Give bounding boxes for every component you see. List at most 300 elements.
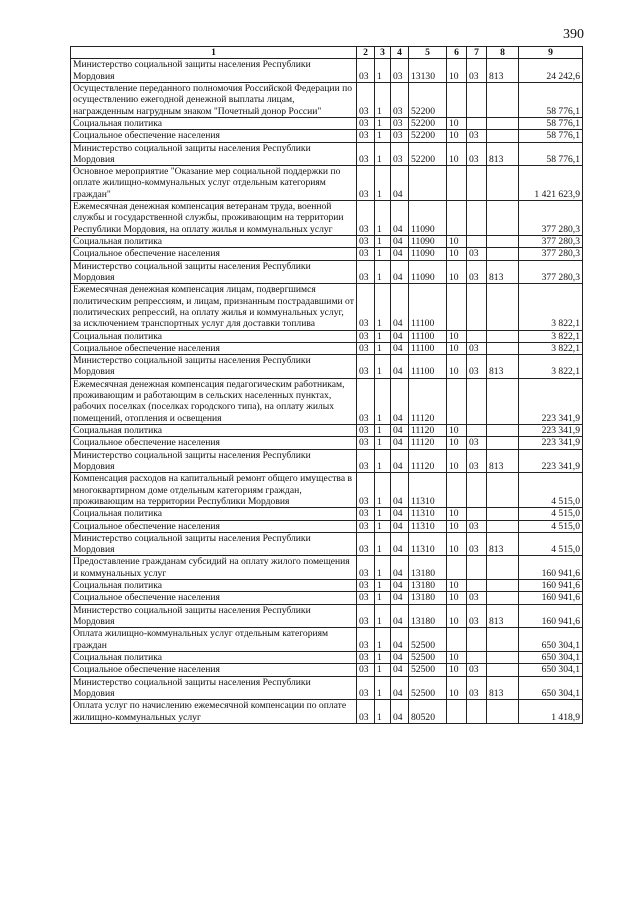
table-row xyxy=(71,473,583,508)
cell-code-6: 10 xyxy=(447,437,467,449)
cell-code-6: 10 xyxy=(447,580,467,592)
table-row xyxy=(71,330,583,342)
cell-description: Социальное обеспечение населения xyxy=(71,592,357,604)
cell-code-8: 813 xyxy=(487,604,519,628)
cell-code-7: 03 xyxy=(467,437,487,449)
cell-code-5: 52200 xyxy=(409,117,447,129)
cell-description: Оплата жилищно-коммунальных услуг отдельным категориям граждан xyxy=(71,628,357,652)
cell-code-2: 03 xyxy=(357,425,375,437)
cell-code-2: 03 xyxy=(357,117,375,129)
cell-amount: 160 941,6 xyxy=(519,604,583,628)
cell-amount: 3 822,1 xyxy=(519,342,583,354)
cell-code-8 xyxy=(487,592,519,604)
cell-amount: 377 280,3 xyxy=(519,260,583,284)
column-header: 5 xyxy=(409,47,447,59)
cell-code-3: 1 xyxy=(375,130,391,142)
cell-code-2: 03 xyxy=(357,628,375,652)
cell-code-2: 03 xyxy=(357,330,375,342)
cell-code-7 xyxy=(467,628,487,652)
cell-code-3: 1 xyxy=(375,604,391,628)
cell-code-4: 04 xyxy=(391,236,409,248)
cell-code-7: 03 xyxy=(467,59,487,83)
cell-code-5: 11120 xyxy=(409,425,447,437)
cell-code-3: 1 xyxy=(375,700,391,724)
cell-code-4: 04 xyxy=(391,676,409,700)
cell-description: Социальная политика xyxy=(71,425,357,437)
cell-code-5: 11310 xyxy=(409,532,447,556)
cell-code-2: 03 xyxy=(357,449,375,473)
cell-code-4: 04 xyxy=(391,628,409,652)
cell-code-4: 04 xyxy=(391,473,409,508)
cell-description: Компенсация расходов на капитальный ремонт общего имущества в многоквартирном доме отдельным категориям граждан, проживающим на территории Республики Мордовия xyxy=(71,473,357,508)
cell-code-7 xyxy=(467,201,487,236)
cell-code-6: 10 xyxy=(447,260,467,284)
cell-code-8: 813 xyxy=(487,532,519,556)
cell-code-8: 813 xyxy=(487,59,519,83)
cell-code-4: 04 xyxy=(391,508,409,520)
cell-code-8 xyxy=(487,520,519,532)
table-row xyxy=(71,628,583,652)
cell-code-4: 04 xyxy=(391,664,409,676)
cell-description: Социальное обеспечение населения xyxy=(71,342,357,354)
table-row xyxy=(71,520,583,532)
cell-code-4: 03 xyxy=(391,82,409,117)
cell-code-6: 10 xyxy=(447,342,467,354)
cell-code-8: 813 xyxy=(487,142,519,166)
cell-code-7: 03 xyxy=(467,130,487,142)
table-row xyxy=(71,592,583,604)
cell-code-8 xyxy=(487,82,519,117)
cell-code-7 xyxy=(467,508,487,520)
cell-code-8 xyxy=(487,236,519,248)
cell-code-3: 1 xyxy=(375,284,391,330)
cell-code-5 xyxy=(409,166,447,201)
cell-code-2: 03 xyxy=(357,508,375,520)
cell-code-4: 04 xyxy=(391,532,409,556)
table-row xyxy=(71,236,583,248)
table-row xyxy=(71,117,583,129)
cell-code-8 xyxy=(487,473,519,508)
table-row xyxy=(71,59,583,83)
cell-code-4: 04 xyxy=(391,166,409,201)
cell-code-7 xyxy=(467,651,487,663)
cell-code-4: 04 xyxy=(391,604,409,628)
table-row xyxy=(71,166,583,201)
cell-code-6: 10 xyxy=(447,508,467,520)
cell-code-7 xyxy=(467,117,487,129)
cell-code-2: 03 xyxy=(357,664,375,676)
column-header: 7 xyxy=(467,47,487,59)
cell-code-3: 1 xyxy=(375,260,391,284)
cell-description: Социальное обеспечение населения xyxy=(71,520,357,532)
cell-code-6 xyxy=(447,628,467,652)
cell-description: Социальная политика xyxy=(71,580,357,592)
cell-code-3: 1 xyxy=(375,580,391,592)
budget-table xyxy=(70,46,583,724)
cell-code-8 xyxy=(487,117,519,129)
cell-code-4: 04 xyxy=(391,330,409,342)
column-header: 6 xyxy=(447,47,467,59)
cell-code-5: 11090 xyxy=(409,201,447,236)
cell-code-3: 1 xyxy=(375,520,391,532)
column-header: 4 xyxy=(391,47,409,59)
cell-code-2: 03 xyxy=(357,532,375,556)
cell-code-7 xyxy=(467,82,487,117)
cell-code-8 xyxy=(487,556,519,580)
page-number: 390 xyxy=(563,27,584,42)
cell-code-8 xyxy=(487,700,519,724)
table-row xyxy=(71,556,583,580)
cell-code-6: 10 xyxy=(447,592,467,604)
cell-amount: 223 341,9 xyxy=(519,449,583,473)
cell-code-2: 03 xyxy=(357,556,375,580)
cell-code-5: 11090 xyxy=(409,260,447,284)
cell-code-7 xyxy=(467,330,487,342)
cell-code-6: 10 xyxy=(447,248,467,260)
cell-code-3: 1 xyxy=(375,676,391,700)
cell-code-3: 1 xyxy=(375,117,391,129)
cell-code-2: 03 xyxy=(357,604,375,628)
cell-code-4: 03 xyxy=(391,59,409,83)
cell-code-4: 04 xyxy=(391,248,409,260)
cell-code-5: 52500 xyxy=(409,664,447,676)
cell-code-7: 03 xyxy=(467,676,487,700)
cell-code-4: 03 xyxy=(391,130,409,142)
cell-description: Министерство социальной защиты населения Республики Мордовия xyxy=(71,676,357,700)
cell-description: Социальная политика xyxy=(71,651,357,663)
cell-code-4: 04 xyxy=(391,425,409,437)
cell-code-8 xyxy=(487,628,519,652)
table-row xyxy=(71,700,583,724)
cell-amount: 377 280,3 xyxy=(519,248,583,260)
cell-amount: 58 776,1 xyxy=(519,82,583,117)
table-row xyxy=(71,508,583,520)
column-header: 9 xyxy=(519,47,583,59)
cell-code-6: 10 xyxy=(447,142,467,166)
cell-description: Социальная политика xyxy=(71,236,357,248)
cell-code-4: 04 xyxy=(391,355,409,379)
cell-amount: 4 515,0 xyxy=(519,532,583,556)
cell-code-8 xyxy=(487,166,519,201)
cell-code-8 xyxy=(487,437,519,449)
cell-amount: 58 776,1 xyxy=(519,142,583,166)
cell-code-8 xyxy=(487,508,519,520)
cell-code-5: 11100 xyxy=(409,342,447,354)
cell-code-7 xyxy=(467,378,487,424)
cell-code-5: 11090 xyxy=(409,236,447,248)
cell-code-7: 03 xyxy=(467,342,487,354)
cell-code-2: 03 xyxy=(357,142,375,166)
cell-code-2: 03 xyxy=(357,248,375,260)
cell-code-6: 10 xyxy=(447,664,467,676)
cell-amount: 3 822,1 xyxy=(519,355,583,379)
cell-code-4: 04 xyxy=(391,437,409,449)
cell-amount: 223 341,9 xyxy=(519,378,583,424)
table-row xyxy=(71,130,583,142)
cell-code-7 xyxy=(467,284,487,330)
column-header: 8 xyxy=(487,47,519,59)
cell-code-6: 10 xyxy=(447,676,467,700)
cell-code-7 xyxy=(467,425,487,437)
cell-code-2: 03 xyxy=(357,651,375,663)
cell-code-5: 11090 xyxy=(409,248,447,260)
cell-description: Предоставление гражданам субсидий на оплату жилого помещения и коммунальных услуг xyxy=(71,556,357,580)
cell-code-2: 03 xyxy=(357,82,375,117)
cell-code-7: 03 xyxy=(467,248,487,260)
cell-code-7: 03 xyxy=(467,142,487,166)
cell-code-3: 1 xyxy=(375,378,391,424)
table-row xyxy=(71,260,583,284)
cell-amount: 377 280,3 xyxy=(519,201,583,236)
cell-code-3: 1 xyxy=(375,355,391,379)
cell-code-5: 52500 xyxy=(409,651,447,663)
cell-code-2: 03 xyxy=(357,520,375,532)
cell-code-3: 1 xyxy=(375,473,391,508)
cell-code-4: 04 xyxy=(391,378,409,424)
cell-code-5: 11310 xyxy=(409,508,447,520)
cell-code-4: 04 xyxy=(391,592,409,604)
cell-code-6: 10 xyxy=(447,532,467,556)
cell-code-3: 1 xyxy=(375,201,391,236)
table-row xyxy=(71,437,583,449)
cell-code-4: 03 xyxy=(391,142,409,166)
cell-code-2: 03 xyxy=(357,676,375,700)
cell-code-3: 1 xyxy=(375,59,391,83)
cell-code-2: 03 xyxy=(357,130,375,142)
cell-code-4: 04 xyxy=(391,284,409,330)
table-row xyxy=(71,142,583,166)
cell-code-3: 1 xyxy=(375,532,391,556)
cell-description: Министерство социальной защиты населения Республики Мордовия xyxy=(71,142,357,166)
table-row xyxy=(71,676,583,700)
cell-code-5: 52500 xyxy=(409,676,447,700)
cell-description: Основное мероприятие "Оказание мер социальной поддержки по оплате жилищно-коммунальных услуг отдельным категориям граждан" xyxy=(71,166,357,201)
cell-code-5: 11100 xyxy=(409,330,447,342)
cell-code-2: 03 xyxy=(357,166,375,201)
table-row xyxy=(71,604,583,628)
cell-code-8 xyxy=(487,378,519,424)
cell-description: Осуществление переданного полномочия Российской Федерации по осуществлению ежегодной денежной выплаты лицам, награжденным нагрудным знаком "Почетный донор России" xyxy=(71,82,357,117)
cell-amount: 650 304,1 xyxy=(519,676,583,700)
table-row xyxy=(71,82,583,117)
cell-amount: 3 822,1 xyxy=(519,330,583,342)
cell-code-5: 13180 xyxy=(409,592,447,604)
cell-code-5: 80520 xyxy=(409,700,447,724)
cell-description: Социальное обеспечение населения xyxy=(71,248,357,260)
cell-code-8 xyxy=(487,130,519,142)
table-row xyxy=(71,651,583,663)
cell-code-6: 10 xyxy=(447,130,467,142)
table-header-row xyxy=(71,47,583,59)
cell-code-3: 1 xyxy=(375,628,391,652)
cell-code-3: 1 xyxy=(375,449,391,473)
cell-code-8 xyxy=(487,330,519,342)
cell-code-6: 10 xyxy=(447,425,467,437)
cell-code-2: 03 xyxy=(357,592,375,604)
cell-code-8 xyxy=(487,664,519,676)
cell-code-6: 10 xyxy=(447,651,467,663)
cell-code-6: 10 xyxy=(447,520,467,532)
cell-code-4: 04 xyxy=(391,342,409,354)
cell-code-6: 10 xyxy=(447,330,467,342)
cell-code-5: 11100 xyxy=(409,284,447,330)
cell-amount: 650 304,1 xyxy=(519,664,583,676)
cell-description: Социальное обеспечение населения xyxy=(71,664,357,676)
cell-amount: 223 341,9 xyxy=(519,425,583,437)
cell-code-6: 10 xyxy=(447,449,467,473)
cell-code-6 xyxy=(447,700,467,724)
cell-code-3: 1 xyxy=(375,651,391,663)
cell-code-6: 10 xyxy=(447,59,467,83)
table-row xyxy=(71,342,583,354)
cell-amount: 58 776,1 xyxy=(519,117,583,129)
cell-code-3: 1 xyxy=(375,330,391,342)
cell-code-3: 1 xyxy=(375,82,391,117)
cell-code-5: 13180 xyxy=(409,580,447,592)
cell-code-8 xyxy=(487,284,519,330)
cell-description: Социальная политика xyxy=(71,508,357,520)
cell-code-3: 1 xyxy=(375,556,391,580)
cell-code-7: 03 xyxy=(467,604,487,628)
cell-code-7: 03 xyxy=(467,449,487,473)
cell-code-3: 1 xyxy=(375,342,391,354)
cell-code-8 xyxy=(487,580,519,592)
cell-code-2: 03 xyxy=(357,260,375,284)
cell-code-3: 1 xyxy=(375,142,391,166)
cell-description: Ежемесячная денежная компенсация педагогическим работникам, проживающим и работающим в сельских населенных пунктах, рабочих поселках (поселках городского типа), на оплату жилых помещений, отопления и освещения xyxy=(71,378,357,424)
table-row xyxy=(71,378,583,424)
cell-description: Оплата услуг по начислению ежемесячной компенсации по оплате жилищно-коммунальных услуг xyxy=(71,700,357,724)
cell-amount: 160 941,6 xyxy=(519,592,583,604)
cell-code-5: 11310 xyxy=(409,520,447,532)
table-row xyxy=(71,355,583,379)
cell-code-5: 11120 xyxy=(409,437,447,449)
table-row xyxy=(71,284,583,330)
column-header: 2 xyxy=(357,47,375,59)
cell-code-5: 52200 xyxy=(409,142,447,166)
table-body xyxy=(71,59,583,724)
cell-code-4: 04 xyxy=(391,449,409,473)
cell-code-4: 04 xyxy=(391,700,409,724)
cell-description: Министерство социальной защиты населения Республики Мордовия xyxy=(71,355,357,379)
table-row xyxy=(71,580,583,592)
table-row xyxy=(71,201,583,236)
cell-code-4: 04 xyxy=(391,556,409,580)
cell-amount: 377 280,3 xyxy=(519,236,583,248)
cell-code-7: 03 xyxy=(467,532,487,556)
cell-description: Ежемесячная денежная компенсация лицам, подвергшимся политическим репрессиям, и лицам, признанным пострадавшими от политических репрессий, на оплату жилья и коммунальных услуг, за исключением транспортных услуг для доставки топлива xyxy=(71,284,357,330)
cell-code-6 xyxy=(447,284,467,330)
cell-code-6: 10 xyxy=(447,117,467,129)
cell-code-8: 813 xyxy=(487,449,519,473)
column-header: 1 xyxy=(71,47,357,59)
cell-amount: 650 304,1 xyxy=(519,651,583,663)
cell-code-3: 1 xyxy=(375,236,391,248)
cell-amount: 160 941,6 xyxy=(519,580,583,592)
cell-code-6 xyxy=(447,201,467,236)
cell-code-2: 03 xyxy=(357,378,375,424)
table-row xyxy=(71,664,583,676)
cell-code-7 xyxy=(467,236,487,248)
cell-code-7: 03 xyxy=(467,664,487,676)
cell-code-7: 03 xyxy=(467,355,487,379)
table-row xyxy=(71,248,583,260)
cell-description: Министерство социальной защиты населения Республики Мордовия xyxy=(71,604,357,628)
cell-code-5: 52500 xyxy=(409,628,447,652)
cell-description: Социальное обеспечение населения xyxy=(71,130,357,142)
cell-amount: 3 822,1 xyxy=(519,284,583,330)
cell-code-5: 11120 xyxy=(409,449,447,473)
cell-code-5: 13130 xyxy=(409,59,447,83)
table-row xyxy=(71,532,583,556)
cell-amount: 1 421 623,9 xyxy=(519,166,583,201)
cell-amount: 1 418,9 xyxy=(519,700,583,724)
cell-description: Социальная политика xyxy=(71,117,357,129)
column-header: 3 xyxy=(375,47,391,59)
cell-code-7 xyxy=(467,580,487,592)
cell-code-8: 813 xyxy=(487,355,519,379)
cell-description: Социальная политика xyxy=(71,330,357,342)
cell-code-3: 1 xyxy=(375,508,391,520)
cell-code-7 xyxy=(467,556,487,580)
cell-code-4: 04 xyxy=(391,520,409,532)
cell-code-4: 04 xyxy=(391,580,409,592)
cell-code-4: 03 xyxy=(391,117,409,129)
cell-amount: 58 776,1 xyxy=(519,130,583,142)
cell-code-7 xyxy=(467,700,487,724)
cell-code-8 xyxy=(487,201,519,236)
cell-code-6: 10 xyxy=(447,236,467,248)
cell-code-7 xyxy=(467,473,487,508)
cell-amount: 160 941,6 xyxy=(519,556,583,580)
cell-code-3: 1 xyxy=(375,248,391,260)
cell-code-8 xyxy=(487,425,519,437)
cell-amount: 650 304,1 xyxy=(519,628,583,652)
cell-code-2: 03 xyxy=(357,700,375,724)
cell-code-6 xyxy=(447,556,467,580)
cell-amount: 4 515,0 xyxy=(519,473,583,508)
cell-code-3: 1 xyxy=(375,166,391,201)
cell-description: Ежемесячная денежная компенсация ветеранам труда, военной службы и государственной службы, проживающим на территории Республики Мордовия, на оплату жилья и коммунальных услуг xyxy=(71,201,357,236)
cell-description: Министерство социальной защиты населения Республики Мордовия xyxy=(71,260,357,284)
cell-code-4: 04 xyxy=(391,260,409,284)
cell-code-5: 52200 xyxy=(409,130,447,142)
cell-code-6 xyxy=(447,473,467,508)
cell-code-7 xyxy=(467,166,487,201)
cell-description: Министерство социальной защиты населения Республики Мордовия xyxy=(71,532,357,556)
cell-code-5: 11100 xyxy=(409,355,447,379)
cell-description: Социальное обеспечение населения xyxy=(71,437,357,449)
cell-amount: 24 242,6 xyxy=(519,59,583,83)
cell-code-8 xyxy=(487,342,519,354)
cell-code-2: 03 xyxy=(357,201,375,236)
cell-code-7: 03 xyxy=(467,592,487,604)
table-row xyxy=(71,449,583,473)
cell-code-5: 11310 xyxy=(409,473,447,508)
cell-code-2: 03 xyxy=(357,580,375,592)
cell-code-4: 04 xyxy=(391,201,409,236)
cell-amount: 4 515,0 xyxy=(519,520,583,532)
cell-code-7: 03 xyxy=(467,520,487,532)
cell-description: Министерство социальной защиты населения Республики Мордовия xyxy=(71,59,357,83)
cell-code-3: 1 xyxy=(375,437,391,449)
cell-code-2: 03 xyxy=(357,236,375,248)
cell-code-5: 11120 xyxy=(409,378,447,424)
cell-code-4: 04 xyxy=(391,651,409,663)
cell-code-5: 52200 xyxy=(409,82,447,117)
cell-code-8: 813 xyxy=(487,260,519,284)
cell-code-5: 13180 xyxy=(409,604,447,628)
